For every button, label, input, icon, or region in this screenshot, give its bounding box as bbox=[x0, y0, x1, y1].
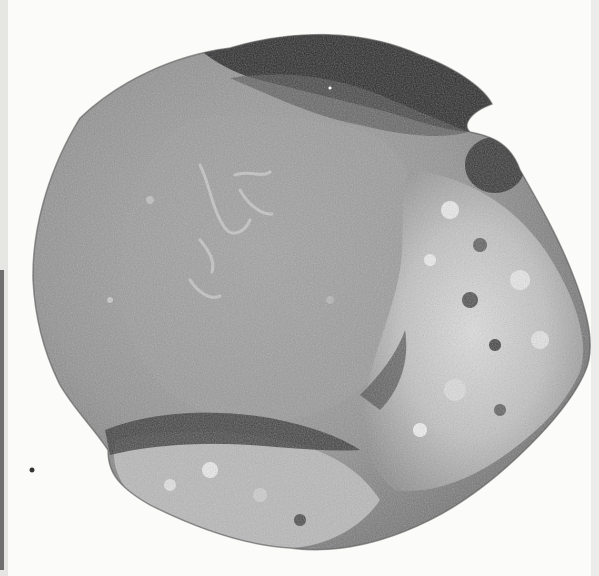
print-right-edge bbox=[591, 0, 599, 576]
dust-mark bbox=[329, 87, 332, 90]
print-left-stripe bbox=[0, 270, 4, 570]
dust-mark bbox=[30, 468, 35, 473]
